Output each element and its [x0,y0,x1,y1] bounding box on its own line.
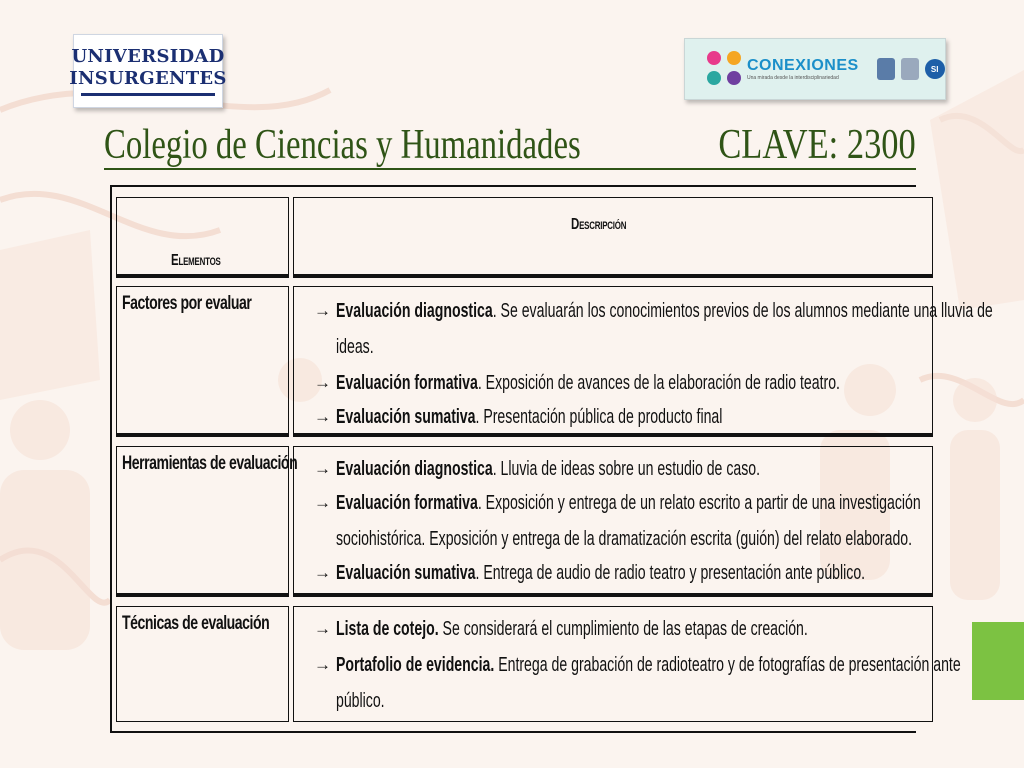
page-title-right: CLAVE: 2300 [718,122,916,168]
arrow-bullet-icon: → [314,655,331,674]
row-1-description-cell [293,286,993,434]
column-header-description: Descripción [571,216,627,233]
table-top-border [110,185,916,187]
conexiones-logo [684,38,946,100]
list-item-continuation: público. [336,690,385,712]
row-label: Herramientas de evaluación [122,453,298,474]
table-bottom-border [110,731,916,733]
logo-underline [81,93,215,96]
row-1-label-cell [116,286,289,434]
conexiones-subtitle: Una mirada desde la interdisciplinariedad [747,75,839,81]
row-label: Factores por evaluar [122,293,252,314]
title-underline [104,168,916,170]
conexiones-mark-icon [707,51,743,87]
row-2-description-cell [293,446,933,594]
list-item: Evaluación formativa. Exposición y entrega de un relato escrito a partir de una investigación [336,492,921,514]
list-item: Lista de cotejo. Se considerará el cumplimiento de las etapas de creación. [336,618,808,640]
list-item: Evaluación sumativa. Presentación pública de producto final [336,406,723,428]
conexiones-title: CONEXIONES [747,57,859,74]
list-item: Evaluación formativa. Exposición de avances de la elaboración de radio teatro. [336,372,840,394]
list-item-continuation: sociohistórica. Exposición y entrega de la dramatización escrita (guión) del relato elaborado. [336,528,913,550]
column-header-elements: Elementos [171,252,221,269]
list-item: Portafolio de evidencia. Entrega de grabación de radioteatro y de fotografías de presentación ante [336,654,961,676]
logo-line-1: UNIVERSIDAD [71,46,225,67]
anniversary-50-icon [901,58,919,80]
universidad-insurgentes-logo [69,34,227,108]
row-2-label-cell [116,446,298,594]
evaluation-table [110,185,993,733]
list-item: Evaluación sumativa. Entrega de audio de radio teatro y presentación ante público. [336,562,866,584]
arrow-bullet-icon: → [314,563,331,582]
arrow-bullet-icon: → [314,619,331,638]
table-left-border [110,185,112,733]
arrow-bullet-icon: → [314,493,331,512]
list-item-continuation: ideas. [336,336,374,358]
page-title [104,120,916,170]
arrow-bullet-icon: → [314,459,331,478]
row-3-label-cell [116,606,289,722]
page-title-left: Colegio de Ciencias y Humanidades [104,122,581,168]
list-item: Evaluación diagnostica. Lluvia de ideas sobre un estudio de caso. [336,458,761,480]
arrow-bullet-icon: → [314,301,331,320]
list-item: Evaluación diagnostica. Se evaluarán los conocimientos previos de los alumnos mediante una lluvia de [336,300,993,322]
arrow-bullet-icon: → [314,407,331,426]
row-3-description-cell [293,606,961,722]
si-logo-icon: SI [925,59,945,79]
logo-line-2: INSURGENTES [69,68,227,89]
header-cell-description [293,197,933,275]
accent-square [972,622,1024,700]
arrow-bullet-icon: → [314,373,331,392]
unam-seal-icon [877,58,895,80]
header-cell-elements [116,197,289,275]
row-label: Técnicas de evaluación [122,613,270,634]
